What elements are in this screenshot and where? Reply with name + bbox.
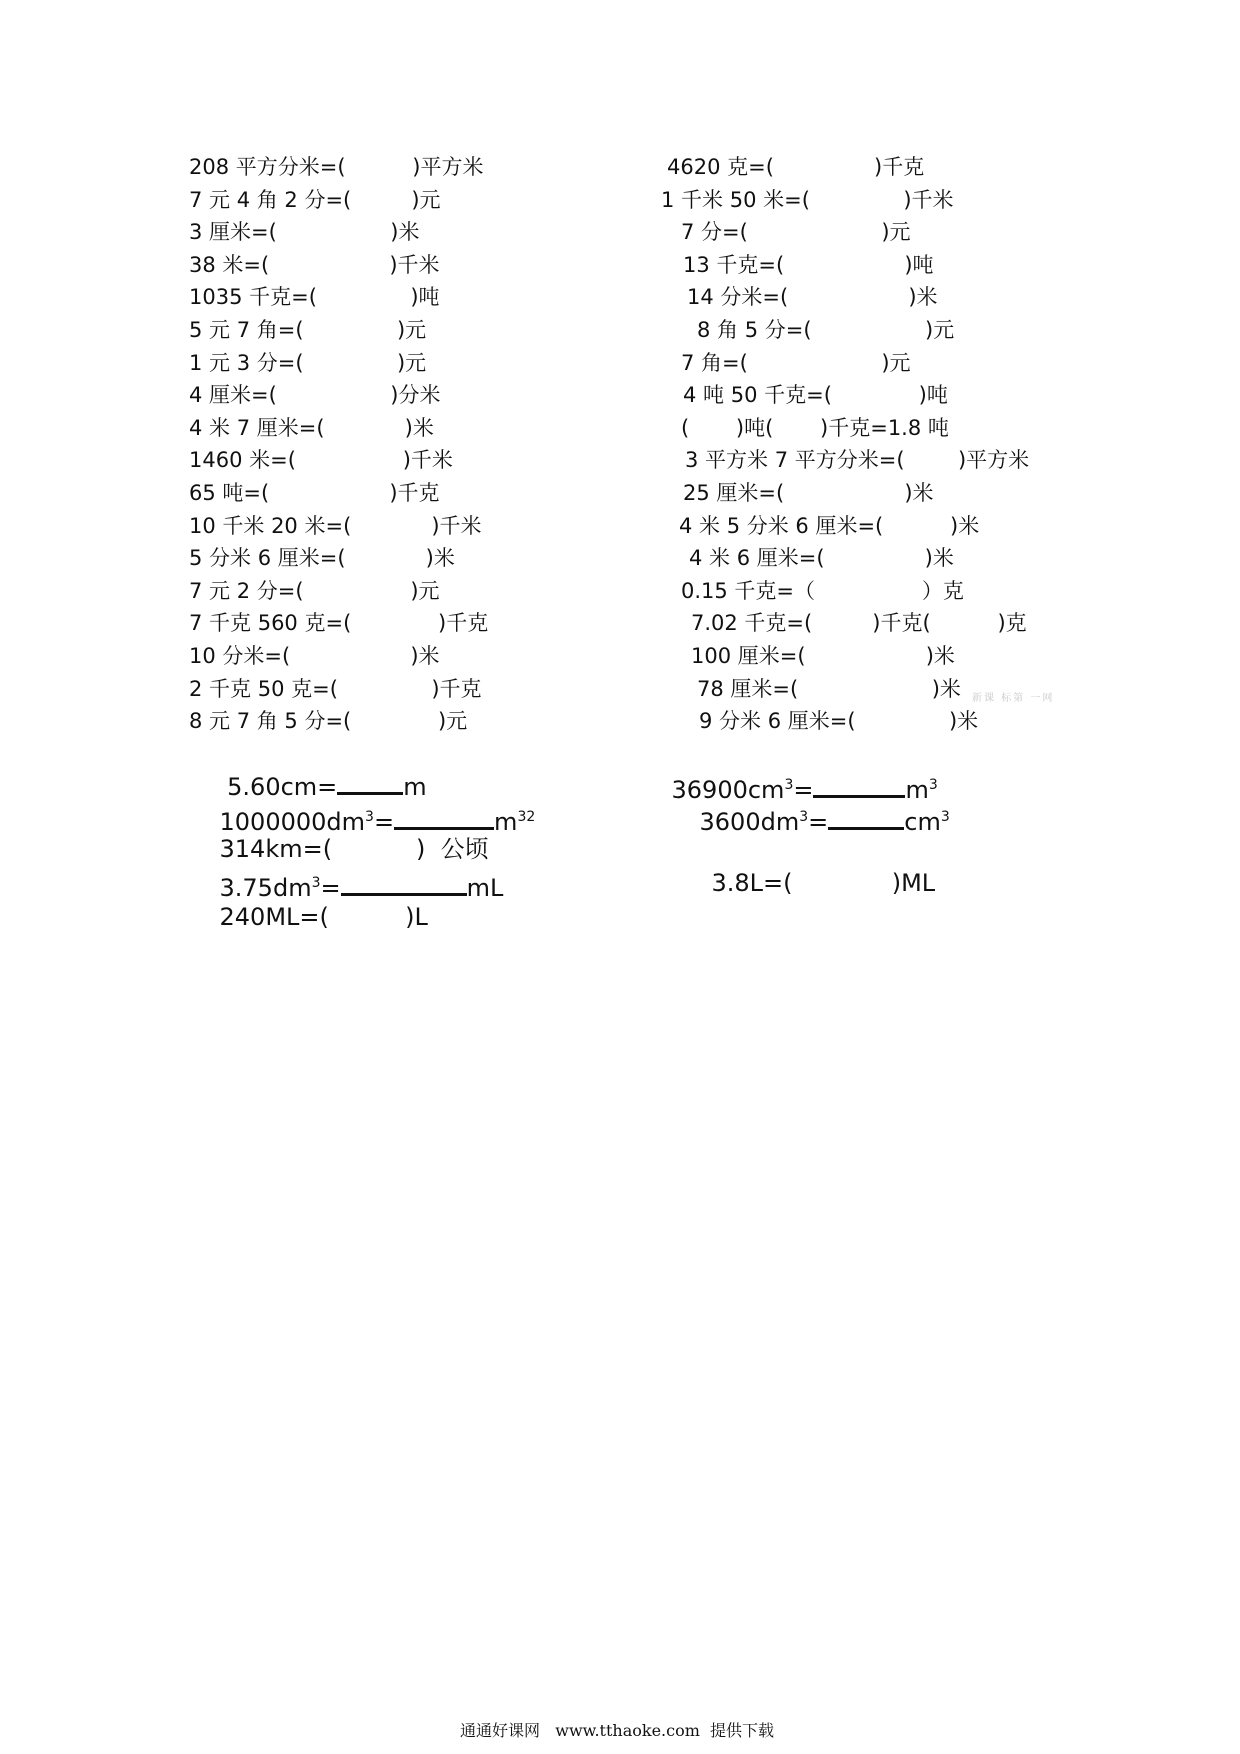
problem-dm3-to-ml: $3.75dm^3=$ mL: [189, 838, 503, 933]
problem-left-2: 7 元 4 角 2 分=( )元: [189, 188, 441, 212]
problem-left-17: 2 千克 50 克=( )千克: [189, 677, 482, 701]
problem-left-8: 4 厘米=( )分米: [189, 383, 441, 407]
footer-credit: 通通好课网 www.tthaoke.com 提供下载: [460, 1721, 775, 1740]
problem-left-10: 1460 米=( )千米: [189, 448, 453, 472]
problem-dm3-to-m3: $1000000dm^3= m^{32}$: [189, 772, 535, 867]
problem-right-10: 3 平方米 7 平方分米=( )平方米: [685, 448, 1030, 472]
watermark: 新课 标第 一网: [972, 693, 1055, 704]
problem-right-13: 4 米 6 厘米=( )米: [689, 546, 954, 570]
problem-left-5: 1035 千克=( )吨: [189, 285, 440, 309]
problem-left-16: 10 分米=( )米: [189, 644, 440, 668]
problem-left-1: 208 平方分米=( )平方米: [189, 155, 484, 179]
problem-right-11: 25 厘米=( )米: [683, 481, 934, 505]
problem-km-to-hectare: 314km=( ) 公顷: [219, 835, 489, 863]
problem-left-6: 5 元 7 角=( )元: [189, 318, 427, 342]
answer-blank[interactable]: [828, 805, 904, 830]
problem-right-1: 4620 克=( )千克: [667, 155, 925, 179]
problem-left-15: 7 千克 560 克=( )千克: [189, 611, 489, 635]
problem-l-to-ml: 3.8L=( )ML: [711, 869, 936, 897]
problem-left-7: 1 元 3 分=( )元: [189, 351, 427, 375]
problem-left-14: 7 元 2 分=( )元: [189, 579, 440, 603]
problem-right-14: 0.15 千克=（ ）克: [681, 579, 964, 603]
problem-left-11: 65 吨=( )千克: [189, 481, 440, 505]
problem-left-9: 4 米 7 厘米=( )米: [189, 416, 434, 440]
problem-right-2: 1 千米 50 米=( )千米: [661, 188, 954, 212]
problem-cm-to-m: 5.60cm= m: [189, 740, 427, 832]
problem-left-13: 5 分米 6 厘米=( )米: [189, 546, 455, 570]
problem-left-18: 8 元 7 角 5 分=( )元: [189, 709, 468, 733]
problem-right-4: 13 千克=( )吨: [683, 253, 934, 277]
problem-right-12: 4 米 5 分米 6 厘米=( )米: [679, 514, 980, 538]
problem-cm3-to-m3: $36900cm^3= m^3$: [641, 740, 938, 835]
problem-right-17: 78 厘米=( )米: [697, 677, 961, 701]
problem-right-8: 4 吨 50 千克=( )吨: [683, 383, 948, 407]
problem-right-18: 9 分米 6 厘米=( )米: [699, 709, 979, 733]
problem-left-4: 38 米=( )千米: [189, 253, 440, 277]
problem-ml-to-l: 240ML=( )L: [219, 903, 428, 931]
problem-right-16: 100 厘米=( )米: [691, 644, 955, 668]
problem-right-7: 7 角=( )元: [681, 351, 911, 375]
problem-left-12: 10 千米 20 米=( )千米: [189, 514, 482, 538]
problem-right-9: ( )吨( )千克=1.8 吨: [681, 416, 949, 440]
problem-left-3: 3 厘米=( )米: [189, 220, 420, 244]
problem-dm3-to-cm3: $3600dm^3= cm^3$: [669, 772, 950, 867]
problem-right-15: 7.02 千克=( )千克( )克: [691, 611, 1027, 635]
problem-right-5: 14 分米=( )米: [687, 285, 938, 309]
problem-right-6: 8 角 5 分=( )元: [697, 318, 955, 342]
problem-right-3: 7 分=( )元: [681, 220, 911, 244]
